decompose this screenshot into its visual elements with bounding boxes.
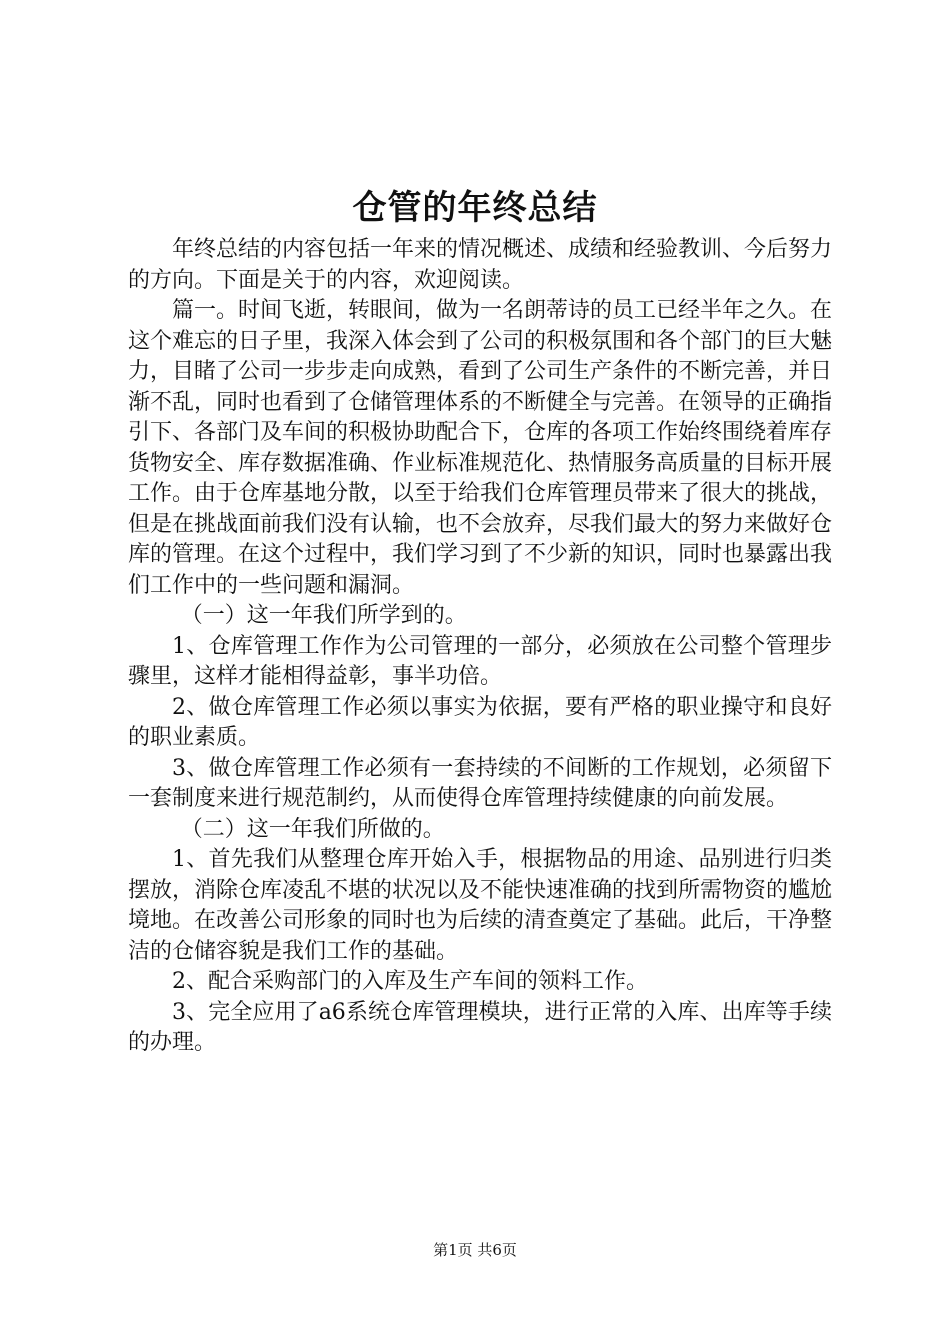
list-item-done-1: 1、首先我们从整理仓库开始入手，根据物品的用途、品别进行归类摆放，消除仓库凌乱不堪的状况以及不能快速准确的找到所需物资的尴尬境地。在改善公司形象的同时也为后续的清查奠定了基础。此后，干净整洁的仓储容貌是我们工作的基础。 <box>128 847 833 964</box>
list-item-learned-1: 1、仓库管理工作作为公司管理的一部分，必须放在公司整个管理步骤里，这样才能相得益彰，事半功倍。 <box>128 633 832 689</box>
document-body <box>128 235 832 1059</box>
paragraph-part-one: 篇一。时间飞逝，转眼间，做为一名朗蒂诗的员工已经半年之久。在这个难忘的日子里，我深入体会到了公司的积极氛围和各个部门的巨大魅力，目睹了公司一步步走向成熟，看到了公司生产条件的不断完善，并日渐不乱，同时也看到了仓储管理体系的不断健全与完善。在领导的正确指引下、各部门及车间的积极协助配合下，仓库的各项工作始终围绕着库存货物安全、库存数据准确、作业标准规范化、热情服务高质量的目标开展工作。由于仓库基地分散，以至于给我们仓库管理员带来了很大的挑战，但是在挑战面前我们没有认输，也不会放弃，尽我们最大的努力来做好仓库的管理。在这个过程中，我们学习到了不少新的知识，同时也暴露出我们工作中的一些问题和漏洞。 <box>128 298 833 598</box>
section-heading-done: （二）这一年我们所做的。 <box>180 816 445 842</box>
list-item-learned-3: 3、做仓库管理工作必须有一套持续的不间断的工作规划，必须留下一套制度来进行规范制约，从而使得仓库管理持续健康的向前发展。 <box>128 755 832 811</box>
section-heading-learned: （一）这一年我们所学到的。 <box>180 603 467 628</box>
list-item-done-2: 2、配合采购部门的入库及生产车间的领料工作。 <box>172 969 648 994</box>
page-number: 第1页 共6页 <box>433 1241 517 1259</box>
document-title: 仓管的年终总结 <box>352 188 598 228</box>
paragraph-intro: 年终总结的内容包括一年来的情况概述、成绩和经验教训、今后努力的方向。下面是关于的内容，欢迎阅读。 <box>128 237 833 293</box>
list-item-done-3: 3、完全应用了a6系统仓库管理模块，进行正常的入库、出库等手续的办理。 <box>128 999 832 1055</box>
list-item-learned-2: 2、做仓库管理工作必须以事实为依据，要有严格的职业操守和良好的职业素质。 <box>128 694 832 750</box>
